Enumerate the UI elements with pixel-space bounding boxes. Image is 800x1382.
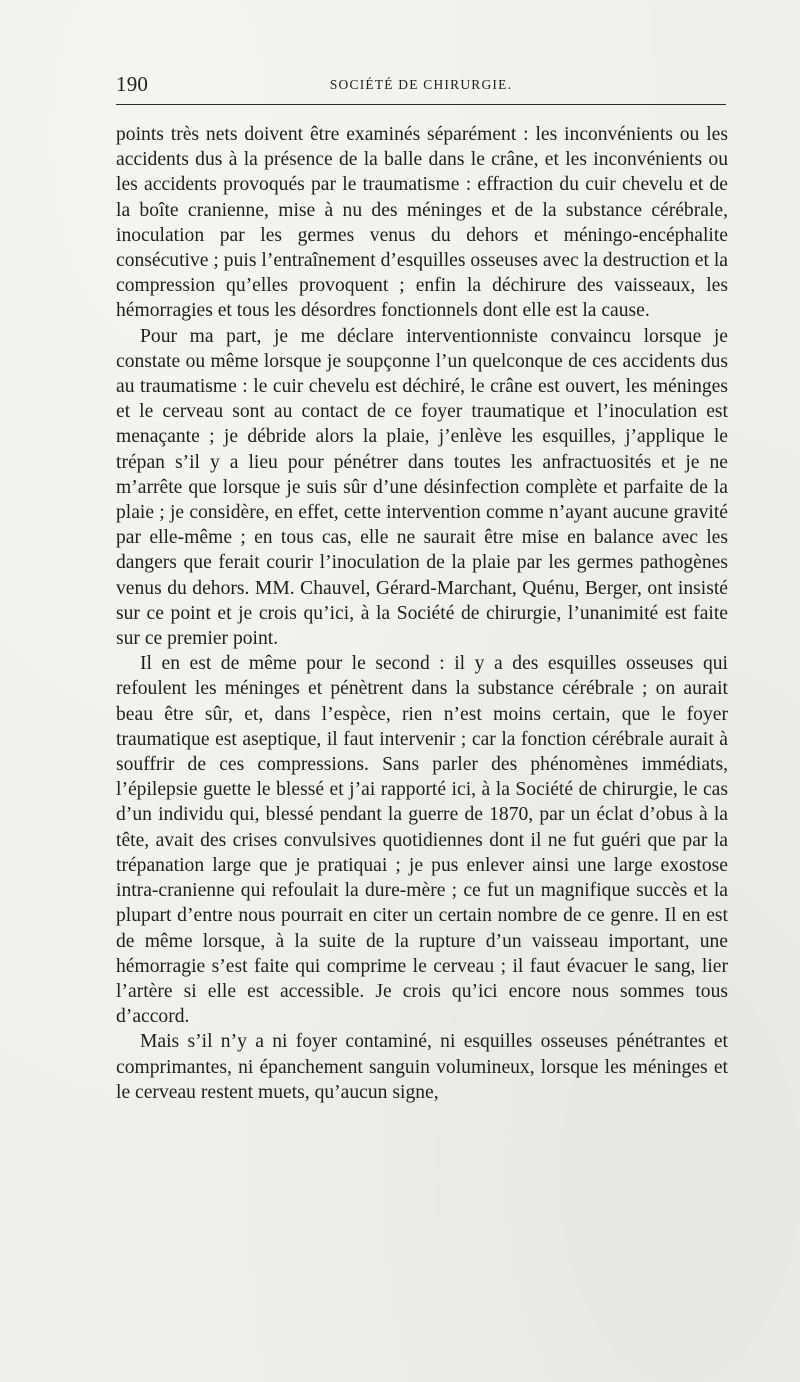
- paragraph-intervention: Pour ma part, je me déclare interventionniste convaincu lorsque je constate ou même lorsque je soupçonne l’un quelconque de ces accidents dus au traumatisme : le cuir chevelu est déchiré, le crâne est ouvert, les méninges et le cerveau sont au contact de ce foyer traumatique et l’inoculation est menaçante ; je débride alors la plaie, j’enlève les esquilles, j’applique le trépan s’il y a lieu pour pénétrer dans toutes les anfractuosités et je ne m’arrête que lorsque je suis sûr d’une désinfection complète et parfaite de la plaie ; je considère, en effet, cette intervention comme n’ayant aucune gravité par elle-même ; en tous cas, elle ne saurait être mise en balance avec les dangers que ferait courir l’inoculation de la plaie par les germes pathogènes venus du dehors. MM. Chauvel, Gérard-Marchant, Quénu, Berger, ont insisté sur ce point et je crois qu’ici, à la Société de chirurgie, l’unanimité est faite sur ce premier point.: [116, 325, 728, 650]
- paragraph-no-signs: Mais s’il n’y a ni foyer contaminé, ni esquilles osseuses pénétrantes et comprimantes, ni épanchement sanguin volumineux, lorsque les méninges et le cerveau restent muets, qu’aucun signe,: [116, 1031, 728, 1103]
- page-header: [116, 70, 726, 104]
- page-number: 190: [116, 72, 149, 96]
- running-head: SOCIÉTÉ DE CHIRURGIE.: [329, 77, 513, 92]
- header-rule: [116, 104, 726, 105]
- paragraph-esquilles: Il en est de même pour le second : il y a des esquilles osseuses qui refoulent les méninges et pénètrent dans la substance cérébrale ; on aurait beau être sûr, et, dans l’espèce, rien n’est moins certain, que le foyer traumatique est aseptique, il faut intervenir ; car la fonction cérébrale aurait à souffrir de ces compressions. Sans parler des phénomènes immédiats, l’épilepsie guette le blessé et j’ai rapporté ici, à la Société de chirurgie, le cas d’un individu qui, blessé pendant la guerre de 1870, par un éclat d’obus à la tête, avait des crises convulsives quotidiennes dont il ne fut guéri que par la trépanation large que je pratiquai ; je pus enlever ainsi une large exostose intra-cranienne qui refoulait la dure-mère ; ce fut un magnifique succès et la plupart d’entre nous pourrait en citer un certain nombre de ce genre. Il en est de même lorsque, à la suite de la rupture d’un vaisseau important, une hémorragie s’est faite qui comprime le cerveau ; il faut évacuer le sang, lier l’artère si elle est accessible. Je crois qu’ici encore nous sommes tous d’accord.: [116, 653, 728, 1028]
- paragraph-continued: points très nets doivent être examinés séparément : les inconvénients ou les accidents dus à la présence de la balle dans le crâne, et les inconvénients ou les accidents provoqués par le traumatisme : effraction du cuir chevelu et de la boîte cranienne, mise à nu des méninges et de la substance cérébrale, inoculation par les germes venus du dehors et méningo-encéphalite consécutive ; puis l’entraînement d’esquilles osseuses avec la destruction et la compression qu’elles provoquent ; enfin la déchirure des vaisseaux, les hémorragies et tous les désordres fonctionnels dont elle est la cause.: [116, 124, 728, 322]
- body-text: [116, 122, 728, 1105]
